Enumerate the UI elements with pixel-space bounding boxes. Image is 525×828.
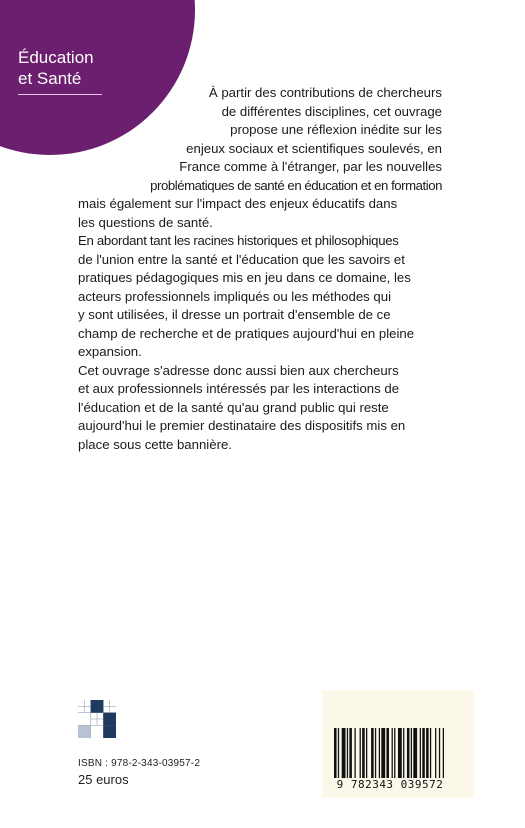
blurb-line: France comme à l'étranger, par les nouvelles xyxy=(179,159,442,174)
publisher-logo-icon xyxy=(78,700,116,738)
blurb-line: expansion. xyxy=(78,344,142,359)
barcode-bar xyxy=(379,728,380,778)
barcode-bar xyxy=(386,728,389,778)
barcode-bar xyxy=(349,728,352,778)
barcode-bar xyxy=(411,728,412,778)
blurb-line: enjeux sociaux et scientifiques soulevés, en xyxy=(186,140,442,156)
barcode-bar xyxy=(443,728,444,778)
blurb-line: problématiques de santé en éducation et en formation xyxy=(150,177,442,193)
barcode-bar xyxy=(403,728,404,778)
barcode-bar xyxy=(394,728,395,778)
blurb-line: de différentes disciplines, cet ouvrage xyxy=(221,103,442,119)
price: 25 euros xyxy=(78,772,129,787)
blurb-line: mais également sur l'impact des enjeux éducatifs dans xyxy=(78,196,398,211)
series-title-line-2: et Santé xyxy=(18,69,82,88)
barcode-bar xyxy=(354,728,355,778)
blurb-line: place sous cette bannière. xyxy=(78,436,232,452)
barcode-bar xyxy=(392,728,393,778)
barcode-icon xyxy=(334,728,444,778)
series-title-line-1: Éducation xyxy=(18,48,94,67)
blurb-line: Cet ouvrage s'adresse donc aussi bien aux chercheurs xyxy=(78,362,399,378)
barcode-bar xyxy=(420,728,421,778)
barcode-bar xyxy=(430,728,431,778)
blurb-line: l'éducation et de la santé qu'au grand public qui reste xyxy=(78,399,389,415)
barcode-bar xyxy=(366,728,367,778)
blurb-line: acteurs professionnels impliqués ou les méthodes qui xyxy=(78,288,392,304)
barcode-bar xyxy=(439,728,440,778)
blurb-line: champ de recherche et de pratiques aujourd'hui en pleine xyxy=(78,325,415,341)
barcode-bar xyxy=(375,728,376,778)
barcode-bar xyxy=(435,728,436,778)
blurb-line: propose une réflexion inédite sur les xyxy=(230,122,442,137)
barcode-bar xyxy=(381,728,385,778)
barcode-bar xyxy=(338,728,339,778)
barcode-digits: 9 782343 039572 xyxy=(336,778,444,791)
barcode-bar xyxy=(413,728,417,778)
barcode-bar xyxy=(360,728,361,778)
blurb xyxy=(78,84,442,454)
barcode-bar xyxy=(426,728,429,778)
blurb-line: pratiques pédagogiques mis en jeu dans ce domaine, les xyxy=(78,270,411,285)
barcode-bar xyxy=(407,728,410,778)
blurb-line: En abordant tant les racines historiques et philosophiques xyxy=(78,233,399,248)
barcode-bar xyxy=(371,728,374,778)
blurb-line: y sont utilisées, il dresse un portrait d'ensemble de ce xyxy=(78,307,391,322)
barcode-bar xyxy=(422,728,425,778)
barcode-bar xyxy=(347,728,348,778)
blurb-line: de l'union entre la santé et l'éducation que les savoirs et xyxy=(78,251,405,267)
isbn: ISBN : 978-2-343-03957-2 xyxy=(78,758,201,769)
blurb-line: aujourd'hui le premier destinataire des dispositifs mis en xyxy=(78,418,406,433)
blurb-line: les questions de santé. xyxy=(78,214,213,230)
blurb-line: À partir des contributions de chercheurs xyxy=(208,85,442,100)
barcode-bar xyxy=(398,728,402,778)
barcode-bar xyxy=(334,728,337,778)
barcode-bar xyxy=(342,728,346,778)
series-title xyxy=(18,47,94,89)
barcode-bar xyxy=(362,728,365,778)
blurb-line: et aux professionnels intéressés par les interactions de xyxy=(78,381,400,396)
